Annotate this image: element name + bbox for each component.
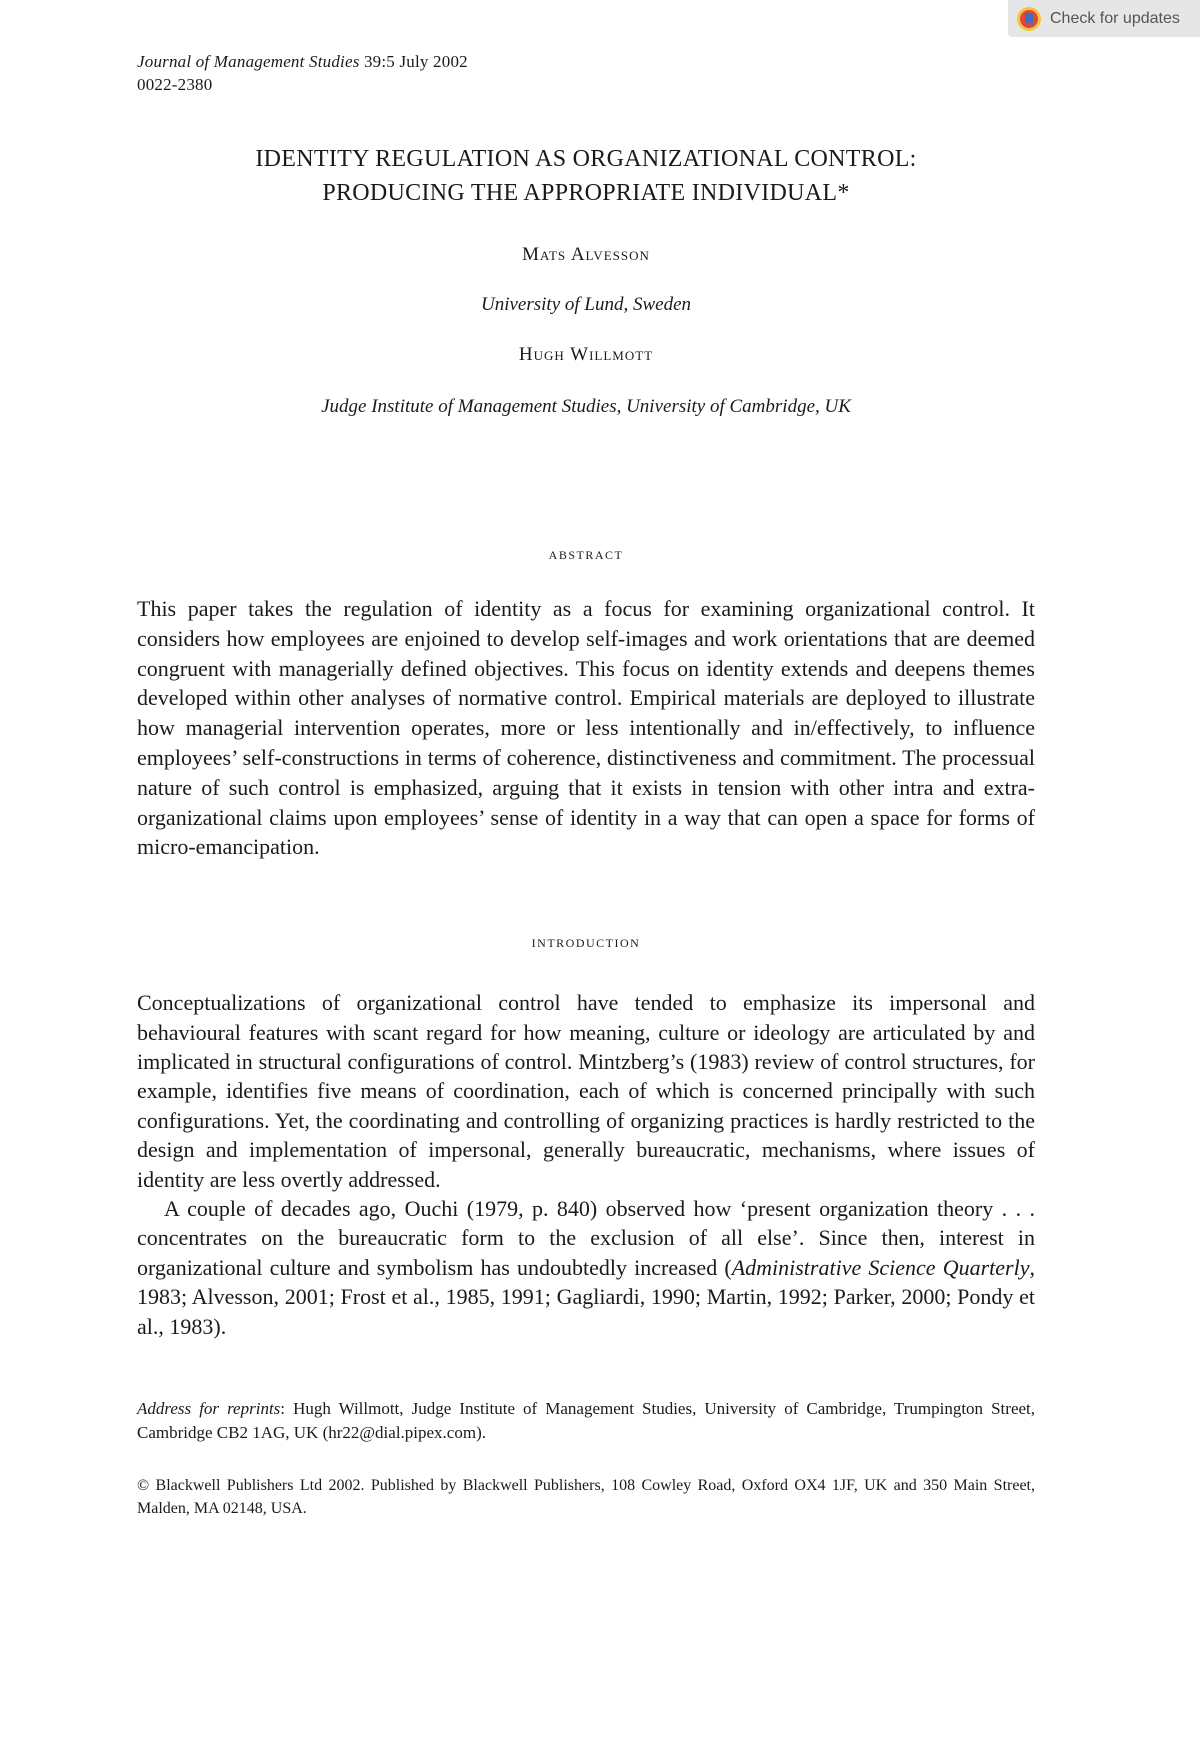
journal-header <box>137 50 1035 96</box>
author-affiliation-2: Judge Institute of Management Studies, University of Cambridge, UK <box>321 396 851 417</box>
intro-paragraph-2-end: , 1983; Alvesson, 2001; Frost et al., 1985, 1991; Gagliardi, 1990; Martin, 1992; Parker, 2000; Pondy et al., 1983). <box>137 1254 1035 1339</box>
introduction-body <box>137 988 1035 1341</box>
intro-paragraph-2-start: A couple of decades ago, Ouchi (1979, p. 840) observed how ‘present organization theory . . . concentrates on the bureaucratic form to the exclusion of all else’. Since then, interest in organizational culture and symbolism has undoubtedly increased ( <box>137 1196 1035 1280</box>
footnote-label: Address for reprints <box>137 1399 281 1419</box>
intro-paragraph-1: Conceptualizations of organizational control have tended to emphasize its impersonal and behavioural features with scant regard for how meaning, culture or ideology are articulated by and implicated in structural configurations of control. Mintzberg’s (1983) review of control structures, for example, identifies five means of coordination, each of which is concerned principally with such configurations. Yet, the coordinating and controlling of organizing practices is hardly restricted to the design and implementation of impersonal, generally bureaucratic, mechanisms, where issues of identity are less overtly addressed. <box>137 990 1035 1192</box>
abstract-text: This paper takes the regulation of identity as a focus for examining organizational control. It considers how employees are enjoined to develop self-images and work orientations that are deemed congruent with managerially defined objectives. This focus on identity extends and deepens themes developed within other analyses of normative control. Empirical materials are deployed to illustrate how managerial intervention operates, more or less intentionally and in/effectively, to influence employees’ self-constructions in terms of coherence, distinctiveness and commitment. The processual nature of such control is emphasized, arguing that it exists in tension with other intra and extra-organizational claims upon employees’ sense of identity in a way that can open a space for forms of micro-emancipation. <box>137 596 1035 860</box>
check-for-updates-label: Check for updates <box>1050 9 1180 27</box>
abstract-heading: abstract <box>548 544 624 563</box>
author-name-1: Mats Alvesson <box>522 244 650 265</box>
check-for-updates-icon <box>1016 6 1042 32</box>
journal-name: Journal of Management Studies <box>137 52 360 71</box>
author-affiliation-1: University of Lund, Sweden <box>480 294 692 315</box>
check-for-updates-button[interactable] <box>1008 0 1200 37</box>
reprint-address-footnote <box>137 1397 1035 1445</box>
footnote-text: : Hugh Willmott, Judge Institute of Management Studies, University of Cambridge, Trumpington Street, Cambridge CB2 1AG, UK (hr22@dial.pipex.com). <box>137 1399 1036 1443</box>
title-line-1: IDENTITY REGULATION AS ORGANIZATIONAL CONTROL: <box>255 146 917 172</box>
title-line-2: PRODUCING THE APPROPRIATE INDIVIDUAL* <box>322 180 850 206</box>
issn: 0022-2380 <box>137 75 213 94</box>
journal-issue: 39:5 July 2002 <box>359 52 468 71</box>
intro-paragraph-2-journal: Administrative Science Quarterly <box>731 1254 1030 1280</box>
author-name-2: Hugh Willmott <box>518 344 654 365</box>
paper-title <box>137 142 1035 210</box>
intro-paragraph-2 <box>137 1194 1035 1341</box>
copyright-notice: © Blackwell Publishers Ltd 2002. Published by Blackwell Publishers, 108 Cowley Road, Oxford OX4 1JF, UK and 350 Main Street, Malden, MA 02148, USA. <box>137 1477 1035 1518</box>
introduction-heading: introduction <box>531 932 641 952</box>
paper-page <box>137 50 1035 1520</box>
